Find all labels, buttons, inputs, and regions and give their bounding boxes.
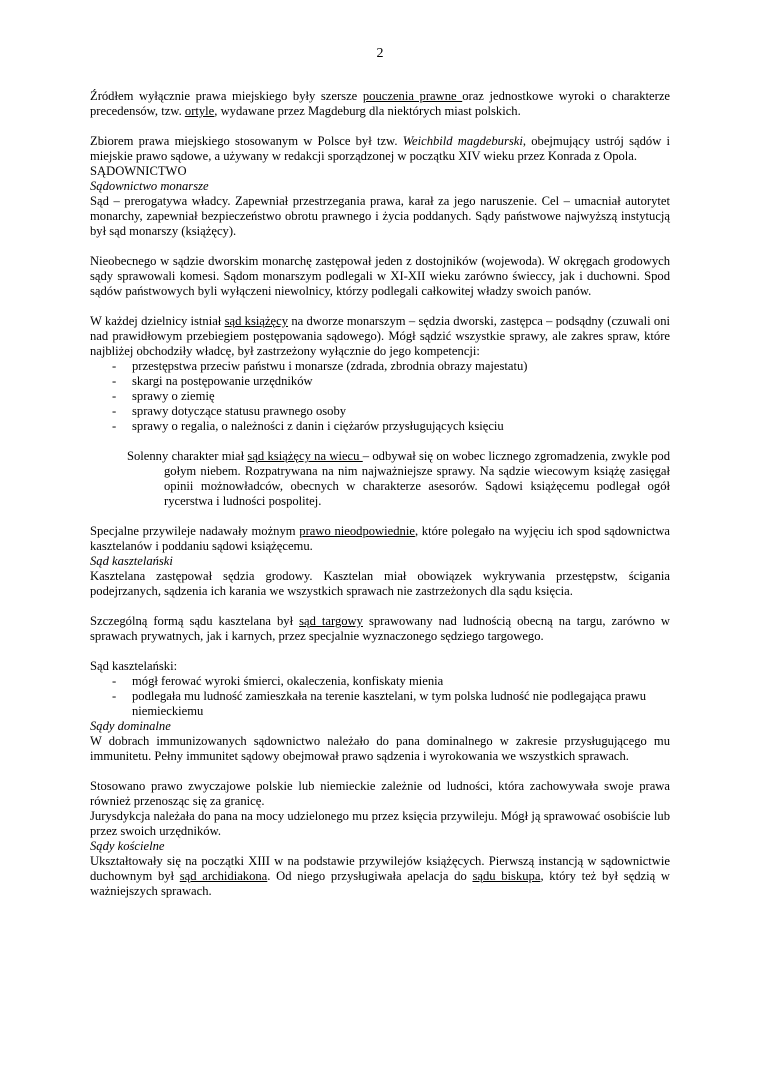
list-item: - sprawy o regalia, o należności z danin i ciężarów przysługujących księciu xyxy=(112,419,670,434)
list-item: - podlegała mu ludność zamieszkała na terenie kasztelani, w tym polska ludność nie podlegająca prawu niemieckiemu xyxy=(112,689,670,719)
underlined-term: sąd książęcy na wiecu xyxy=(247,449,363,463)
castellan-list xyxy=(90,674,670,719)
section-heading: SĄDOWNICTWO xyxy=(90,164,187,178)
paragraph: Stosowano prawo zwyczajowe polskie lub niemieckie zależnie od ludności, która zachowywała swoje prawa również przenosząc się za granicę. xyxy=(90,779,670,808)
underlined-term: sądu biskupa xyxy=(472,869,541,883)
underlined-term: ortyle xyxy=(184,104,215,118)
paragraph: Jurysdykcja należała do pana na mocy udzielonego mu przez księcia przywileju. Mógł ją sprawować osobiście lub przez swoich urzędników. xyxy=(90,809,670,838)
subsection-heading: Sądy dominalne xyxy=(90,719,171,733)
document-body xyxy=(90,89,670,899)
list-item: - mógł ferować wyroki śmierci, okaleczenia, konfiskaty mienia xyxy=(112,674,670,689)
paragraph: Specjalne przywileje nadawały możnym prawo nieodpowiednie, które polegało na wyjęciu ich spod sądownictwa kasztelanów i poddaniu sądowi książęcemu. xyxy=(90,524,671,553)
page-number: 2 xyxy=(376,46,384,61)
subsection-heading: Sądownictwo monarsze xyxy=(90,179,209,193)
subsection-heading: Sądy kościelne xyxy=(90,839,165,853)
paragraph-weichbild: Zbiorem prawa miejskiego stosowanym w Polsce był tzw. Weichbild magdeburski, obejmujący ustrój sądów i miejskie prawo sądowe, a używany w redakcji sporządzonej w początku XIV wieku przez Konrada z Opola. xyxy=(90,134,671,163)
paragraph: Sąd – prerogatywa władcy. Zapewniał przestrzegania prawa, karał za jego naruszenie. Cel – umacniał autorytet monarchy, zapewniał bezpieczeństwo obrotu prawnego i życia poddanych. Sądy państwowe najwyższą instytucją był sąd monarszy (książęcy). xyxy=(90,194,670,238)
list-item: - skargi na postępowanie urzędników xyxy=(112,374,670,389)
paragraph: Solenny charakter miał sąd książęcy na wiecu – odbywał się on wobec licznego zgromadzenia, zwykle pod gołym niebem. Rozpatrywana na nim najważniejsze sprawy. Na sądzie wiecowym książę zasięgał opinii możnowładców, obecnych w charakterze asesorów. Sądowi książęcemu podlegał ogół rycerstwa i ludności pospolitej. xyxy=(127,449,670,508)
paragraph: W dobrach immunizowanych sądownictwo należało do pana dominalnego w zakresie przysługującego mu immunitetu. Pełny immunitet sądowy obejmował prawo sądzenia i wyrokowania we wszystkich sprawach. xyxy=(90,734,670,763)
paragraph-ortyle: Źródłem wyłącznie prawa miejskiego były szersze pouczenia prawne oraz jednostkowe wyroki o charakterze precedensów, tzw. ortyle, wydawane przez Magdeburg dla niektórych miast polskich. xyxy=(90,89,670,118)
italic-term: Weichbild magdeburski xyxy=(402,134,523,148)
paragraph: Kasztelana zastępował sędzia grodowy. Kasztelan miał obowiązek wykrywania przestępstw, ścigania podejrzanych, sądzenia ich karania we wszystkich sprawach nie zastrzeżonych dla sądu księcia. xyxy=(90,569,670,598)
underlined-term: sąd targowy xyxy=(299,614,363,628)
list-item: - sprawy o ziemię xyxy=(112,389,670,404)
paragraph: Nieobecnego w sądzie dworskim monarchę zastępował jeden z dostojników (wojewoda). W okręgach grodowych sądy sprawowali komesi. Sądom monarszym podlegali w XI-XII wieku zarówno świeccy, jak i duchowni. Spod sądów państwowych byli wyłączeni niewolnicy, którzy podlegali całkowitej władzy swoich panów. xyxy=(90,254,670,298)
subsection-heading: Sąd kasztelański xyxy=(90,554,173,568)
underlined-term: sąd książęcy xyxy=(224,314,289,328)
underlined-term: pouczenia prawne xyxy=(362,89,463,103)
paragraph: Szczególną formą sądu kasztelana był sąd targowy sprawowany nad ludnością obecną na targu, zarówno w sprawach prywatnych, jak i karnych, przez specjalnie wyznaczonego sędziego targowego. xyxy=(90,614,670,643)
list-item: - przestępstwa przeciw państwu i monarsze (zdrada, zbrodnia obrazy majestatu) xyxy=(112,359,670,374)
paragraph: Sąd kasztelański: xyxy=(90,659,178,673)
competence-list xyxy=(90,359,670,434)
underlined-term: prawo nieodpowiednie xyxy=(299,524,415,538)
paragraph: Ukształtowały się na początki XIII w na podstawie przywilejów książęcych. Pierwszą instancją w sądownictwie duchownym był sąd archidiakona. Od niego przysługiwała apelacja do sądu biskupa, który też był sędzią w ważniejszych sprawach. xyxy=(90,854,670,898)
list-item: - sprawy dotyczące statusu prawnego osoby xyxy=(112,404,670,419)
paragraph: W każdej dzielnicy istniał sąd książęcy na dworze monarszym – sędzia dworski, zastępca – podsądny (czuwali oni nad prawidłowym przebiegiem postępowania sądowego). Mógł sądzić wszystkie sprawy, ale zakres spraw, które najbliżej obchodziły władcę, był zastrzeżony wyłącznie do jego kompetencji: xyxy=(90,314,670,358)
underlined-term: sąd archidiakona xyxy=(179,869,268,883)
